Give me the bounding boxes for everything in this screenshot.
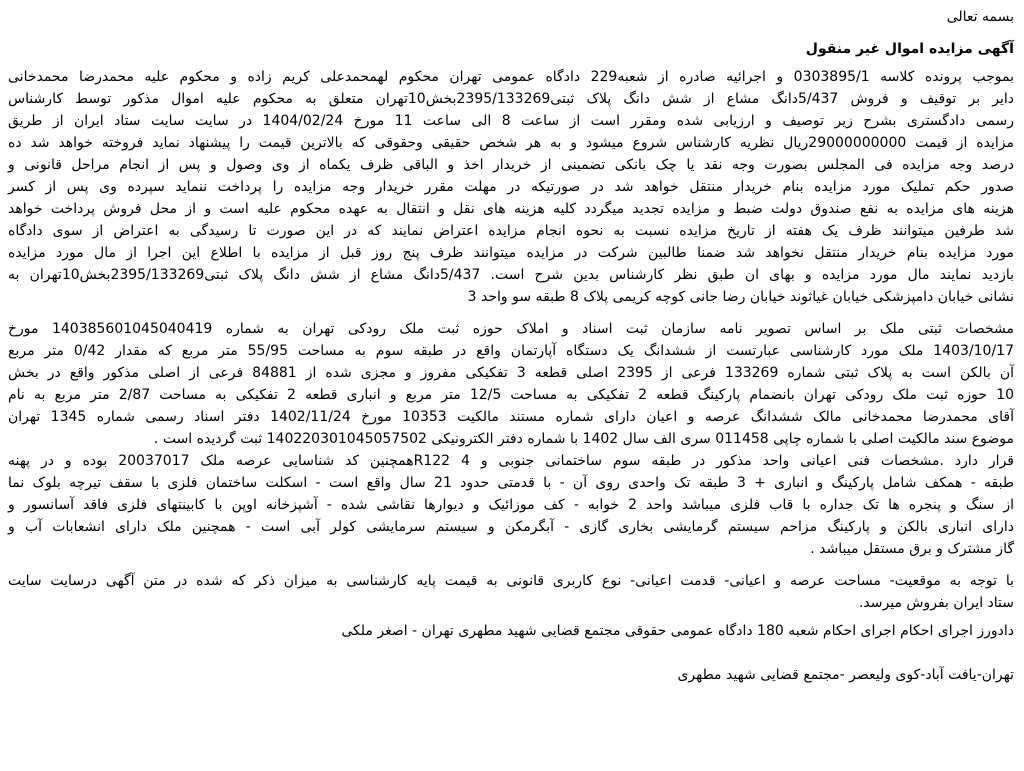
paragraph-line: طبقه - همکف شامل پارکینگ و انباری + 3 طبقه تک واحدی روی آن - با قدمتی حدود 21 سال واقع است - اسکلت ساختمان فلزی با سقف تیرچه بلوک نما [8,475,1014,491]
paragraph-line: بموجب پرونده کلاسه 0303895/1 و اجرائیه صادره از شعبه229 دادگاه عمومی تهران محکوم لهمحمدعلی کریم زاده و محکوم علیه محمدرضا محمدخانی [8,69,1014,85]
spacer [8,642,1014,664]
paragraph-line: آقای محمدرضا محمدخانی مالک ششدانگ عرصه و اعیان دارای شماره مستند مالکیت 10353 مورخ 1402/11/24 دفتر اسناد رسمی شماره 1345 تهران [8,409,1014,425]
court-address: تهران-یافت آباد-کوی ولیعصر -مجتمع قضایی شهید مطهری [677,667,1014,683]
spacer [8,308,1014,318]
paragraph-line: بازدید نمایند مال مورد مزایده و بهای ان طبق نظر کارشناس بدین شرح است. 5/437دانگ مشاع از شش دانگ پلاک ثبتی2395/133269بخش10تهران به [8,267,1014,283]
paragraph-line: نشانی خیابان دامپزشکی خیابان غیاثوند خیابان رضا جانی کوچه کریمی پلاک 8 طبقه سو واحد 3 [467,289,1014,305]
paragraph-line: آن بالکن است به پلاک ثبتی شماره 133269 فرعی از 2395 اصلی قطعه 3 تفکیکی مفروز و مجزی شده از 84881 فرعی از اصلی مذکور واقع در بخش [8,365,1014,381]
paragraph-line: 1403/10/17 ملک مورد کارشناسی عبارتست از ششدانگ یک دستگاه آپارتمان واقع در طبقه سوم به مساحت 55/95 متر مربع که مقدار 0/42 متر مربع [8,343,1014,359]
paragraph-line: گاز مشترک و برق مستقل میباشد . [810,541,1014,557]
paragraph-line: ستاد ایران بفروش میرسد. [858,595,1014,611]
bismillah-heading: بسمه تعالی [946,9,1014,25]
paragraph-line: صدور حکم تملیک مورد مزایده بنام خریدار منتقل خواهد شد در صورتیکه در مهلت مقرر خریدار وجه مزایده را پرداخت ننماید سپرده وی پس از کسر [8,179,1014,195]
notice-title: آگهی مزایده اموال غیر منقول [805,41,1014,57]
spacer [8,560,1014,570]
paragraph-line: رسمی دادگستری بشرح زیر توصیف و ارزیابی شده ومقرر است از ساعت 8 الی ساعت 11 مورخ 1404/02/24 در سایت سایت ستاد ایران از طریق [8,113,1014,129]
paragraph-line: 10 حوزه ثبت ملک رودکی تهران بانضمام پارکینگ قطعه 2 تفکیکی به مساحت 12/5 متر مربع و انباری قطعه 2 تفکیکی به مساحت 2/87 متر مربع به نام [8,387,1015,403]
paragraph-line: دایر بر توقیف و فروش 5/437دانگ مشاع از شش دانگ پلاک ثبتی2395/133269بخش10تهران متعلق به محکوم علیه اموال مذکور توسط کارشناس [8,91,1015,107]
paragraph-line: موضوع سند مالکیت اصلی با شماره چاپی 011458 سری الف سال 1402 با شماره دفتر الکترونیکی 140220301045057502 ثبت گردیده است . [153,431,1014,447]
paragraph-line: دارای انباری بالکن و پارکینگ مزاحم سیستم گرمایشی بخاری گازی - آبگرمکن و سیستم سرمایشی کولر آبی است - همچنین ملک دارای انشعابات آب و [8,519,1014,535]
paragraph-sale-basis [8,570,1014,614]
paragraph-line: مورد مزایده بنام خریدار منتقل نخواهد شد ضمنا طالبین شرکت در مزایده میتوانند ظرف پنج روز قبل از مزایده با اطلاع این اجرا از مال مورد مزایده [8,245,1014,261]
paragraph-line: مزایده از قیمت 29000000000ریال نظریه کارشناس شروع میشود و به هر شخص حقیقی وحقوقی که بالاترین قیمت را پیشنهاد نماید فروخته خواهد شد ده [8,135,1014,151]
paragraph-property-specs [8,318,1014,560]
paragraph-line: شد طرفین میتوانند ظرف یک هفته از تاریخ مزایده نسبت به نحوه انجام مزایده اعتراض نمایند که در این صورت تا رسیدگی به اعتراض از سوی دادگاه [8,223,1014,239]
paragraph-line: هزینه های مزایده به نفع صندوق دولت ضبط و مزایده تجدید میگردد کلیه هزینه های نقل و انتقال به عهده محکوم علیه است و از محل فروش پرداخت خواهد [8,201,1014,217]
signature-line: دادورز اجرای احکام اجرای احکام شعبه 180 دادگاه عمومی حقوقی مجتمع قضایی شهید مطهری تهران - اصغر ملکی [341,623,1014,639]
paragraph-line: از سنگ و پنجره ها تک جداره با قاب فلزی میباشد واحد 2 خوابه - کف موزائیک و دیوارها نقاشی شده - آشپزخانه اوپن با کابینتهای فلزی فاقد آسانسور و [8,497,1014,513]
paragraph-auction-terms [8,66,1014,308]
paragraph-line: مشخصات ثبتی ملک بر اساس تصویر نامه سازمان ثبت اسناد و املاک حوزه ثبت ملک رودکی تهران به شماره 140385601045040419 مورخ [8,321,1014,337]
paragraph-line: درصد وجه مزایده فی المجلس بصورت وجه نقد یا چک بانکی تضمینی از خریدار اخذ و الباقی ظرف یکماه از وی وصول و پس از انجام مراحل قانونی و [8,157,1014,173]
paragraph-line: با توجه به موقعیت- مساحت عرصه و اعیانی- قدمت اعیانی- نوع کاربری قانونی به قیمت پایه کارشناسی به میزان ذکر که شده در متن آگهی درسایت سایت [8,573,1014,589]
paragraph-line: قرار دارد .مشخصات فنی اعیانی واحد مذکور در طبقه سوم ساختمانی جنوبی و R122 4همچنین کد شناسایی عرصه ملک 20037017 بوده و در پهنه [8,453,1014,469]
